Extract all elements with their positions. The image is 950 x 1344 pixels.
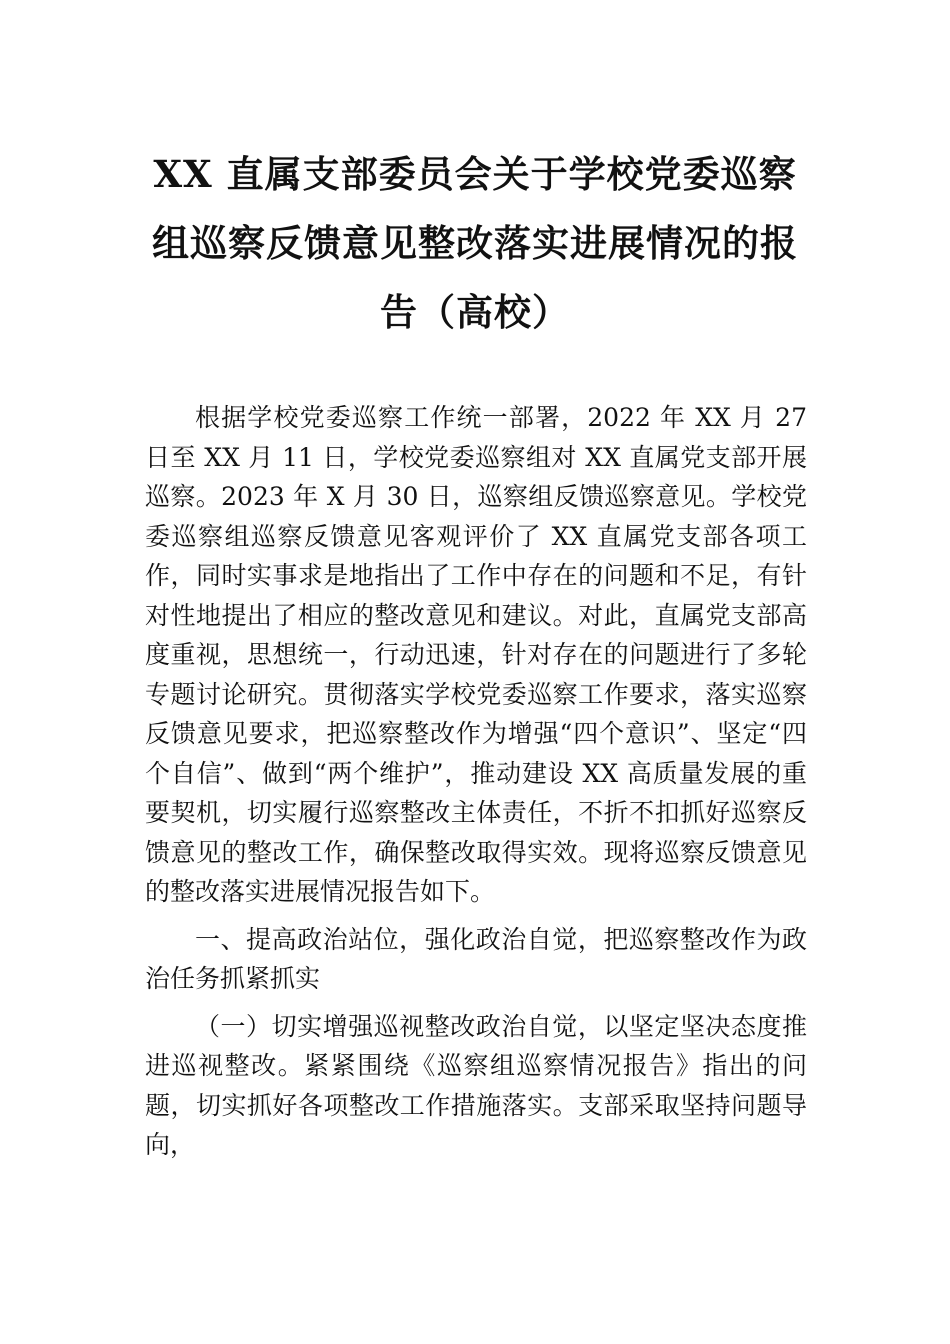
section-heading-1: 一、提高政治站位，强化政治自觉，把巡察整改作为政治任务抓紧抓实 — [145, 924, 807, 993]
intro-paragraph: 根据学校党委巡察工作统一部署，2022 年 XX 月 27 日至 XX 月 11 日，学校党委巡察组对 XX 直属党支部开展巡察。2023 年 X 月 30 日，巡察组反馈巡察意见。学校党委巡察组巡察反馈意见客观评价了 XX 直属党支部各项工作，同时实事求是地指出了工作中存在的问题和不足，有针对性地提出了相应的整改意见和建议。对此，直属党支部高度重视，思想统一，行动迅速，针对存在的问题进行了多轮专题讨论研究。贯彻落实学校党委巡察工作要求，落实巡察反馈意见要求，把巡察整改作为增强“四个意识”、坚定“四个自信”、做到“两个维护”，推动建设 XX 高质量发展的重要契机，切实履行巡察整改主体责任，不折不扣抓好巡察反馈意见的整改工作，确保整改取得实效。现将巡察反馈意见的整改落实进展情况报告如下。 — [145, 403, 807, 906]
document-title: XX 直属支部委员会关于学校党委巡察组巡察反馈意见整改落实进展情况的报告（高校） — [152, 152, 798, 334]
document-body — [145, 398, 807, 1165]
subsection-paragraph-1: （一）切实增强巡视整改政治自觉，以坚定坚决态度推进巡视整改。紧紧围绕《巡察组巡察情况报告》指出的问题，切实抓好各项整改工作措施落实。支部采取坚持问题导向， — [145, 1011, 807, 1159]
